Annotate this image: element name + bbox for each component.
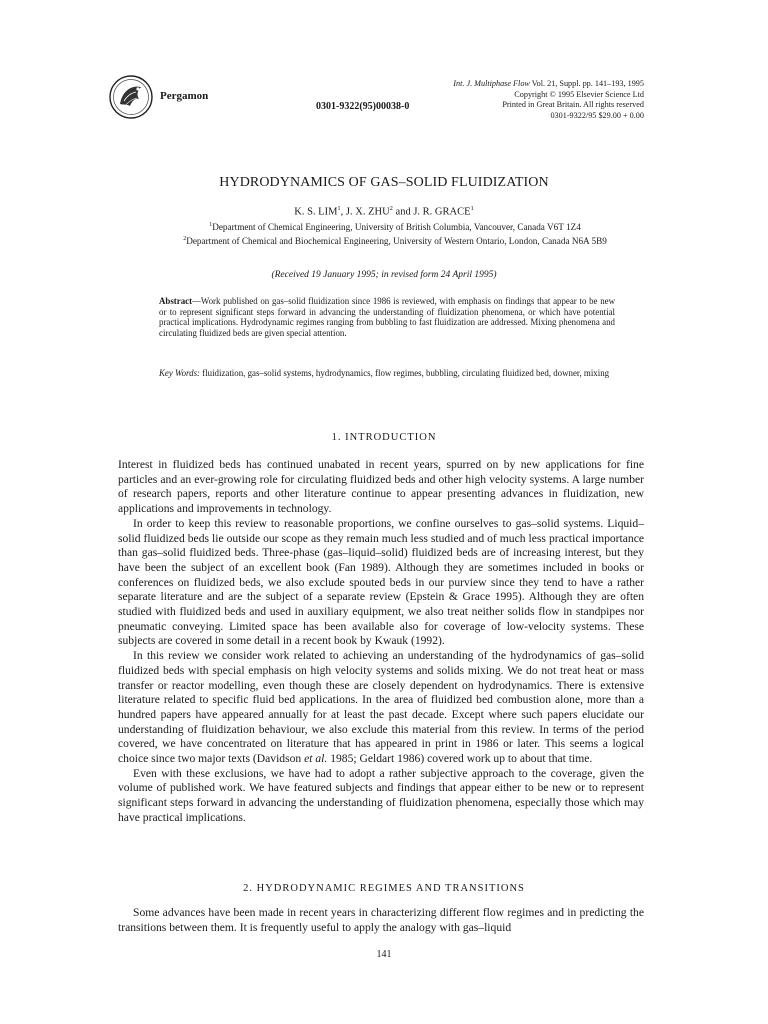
paragraph: Even with these exclusions, we have had to adopt a rather subjective approach to the coverage, given the volume of published work. We have featured subjects and findings that appear either to be new or to represent significant steps forward in advancing the understanding of fluidization phenomena, especially those which may have practical implications. — [118, 766, 644, 824]
affiliation-mark: 2 — [183, 235, 187, 242]
article-title: HYDRODYNAMICS OF GAS–SOLID FLUIDIZATION — [219, 175, 549, 190]
author-affiliation-mark: 1 — [470, 205, 474, 212]
introduction-body — [118, 458, 644, 826]
abstract-label: Abstract — [159, 296, 193, 306]
author-name: and J. R. GRACE — [392, 206, 471, 218]
section-heading-introduction: 1. INTRODUCTION — [331, 432, 437, 443]
copyright-line: Copyright © 1995 Elsevier Science Ltd — [514, 89, 644, 99]
affiliation-2 — [170, 234, 620, 248]
paragraph — [118, 649, 644, 767]
section-heading-regimes: 2. HYDRODYNAMIC REGIMES AND TRANSITIONS — [243, 883, 525, 894]
paragraph-text: In this review we consider work related to achieving an understanding of the hydrodynamics of gas–solid fluidized beds with special emphasis on high velocity systems and solids mixing. We do not treat heat or mass transfer or reactor modelling, even though these are closely dependent on hydrodynamics. There is extensive literature related to specific fluid bed applications. In the area of fluidized bed combustion alone, more than a hundred papers have appeared annually for at least the past decade. Except where such papers elucidate our understanding of fluidization behaviour, we also exclude this material from this review. In terms of the period covered, we have concentrated on literature that has appeared in print in 1986 or later. This seems a logical choice since two major texts (Davidson — [118, 649, 644, 766]
paragraph-text: 1985; Geldart 1986) covered work up to about that time. — [327, 752, 593, 766]
issn-price-line: 0301-9322/95 $29.00 + 0.00 — [550, 110, 644, 120]
paragraph: Some advances have been made in recent years in characterizing different flow regimes and in predicting the transitions between them. It is frequently useful to apply the analogy with gas–liquid — [118, 906, 644, 934]
author-list — [0, 205, 768, 218]
pergamon-logo-icon — [108, 74, 154, 120]
author-affiliation-mark: 2 — [389, 205, 393, 212]
author-name: , J. X. ZHU — [340, 206, 390, 218]
doi-code: 0301-9322(95)00038-0 — [316, 101, 410, 112]
paragraph-italic: et al. — [304, 752, 328, 766]
printed-line: Printed in Great Britain. All rights reserved — [502, 100, 644, 109]
paragraph: In order to keep this review to reasonable proportions, we confine ourselves to gas–solid systems. Liquid–solid fluidized beds lie outside our scope as they remain much less studied and of much less practical importance than gas–solid fluidized beds. Three-phase (gas–liquid–solid) fluidized beds are of increasing interest, but they have been the subject of an excellent book (Fan 1989). Although they are sometimes included in books or conferences on fluidized beds, we also exclude spouted beds in our purview since they tend to have a rather separate literature and are the subject of a separate review (Epstein & Grace 1995). Although they are often studied with fluidized beds and used in auxiliary equipment, we also treat neither solids flow in standpipes nor pneumatic conveying. Limited space has been available also for coverage of low-velocity systems. These subjects are covered in some detail in a recent book by Kwauk (1992). — [118, 516, 644, 648]
journal-info — [453, 79, 644, 121]
affiliations — [170, 220, 620, 247]
keywords — [159, 368, 615, 379]
affiliation-text: Department of Chemical and Biochemical Engineering, University of Western Ontario, London, Canada N6A 5B9 — [186, 235, 607, 246]
author-affiliation-mark: 1 — [337, 205, 341, 212]
abstract — [159, 296, 615, 338]
publisher-name: Pergamon — [160, 90, 209, 102]
received-dates: (Received 19 January 1995; in revised form 24 April 1995) — [271, 270, 497, 280]
keywords-label: Key Words: — [159, 368, 201, 378]
abstract-text: —Work published on gas–solid fluidization since 1986 is reviewed, with emphasis on findings that appear to be new or to represent significant steps forward in advancing the understanding of fluidization phenomena, or which have potential practical implications. Hydrodynamic regimes ranging from bubbling to fast fluidization are addressed. Mixing phenomena and circulating fluidized beds are given special attention. — [159, 296, 615, 338]
page-number: 141 — [376, 949, 392, 960]
paragraph: Interest in fluidized beds has continued unabated in recent years, spurred on by new applications for fine particles and an ever-growing role for circulating fluidized beds and other high velocity systems. A large number of research papers, reports and other literature continue to appear presenting advances in fluidization, new applications and improvements in technology. — [118, 458, 644, 516]
author-name: K. S. LIM — [294, 206, 338, 218]
journal-citation — [453, 79, 644, 90]
journal-volume: Vol. 21, Suppl. pp. 141–193, 1995 — [529, 79, 644, 88]
affiliation-mark: 1 — [209, 222, 213, 228]
keywords-text: fluidization, gas–solid systems, hydrodynamics, flow regimes, bubbling, circulating fluidized bed, downer, mixing — [200, 368, 610, 378]
journal-name: Int. J. Multiphase Flow — [453, 79, 530, 88]
affiliation-text: Department of Chemical Engineering, University of British Columbia, Vancouver, Canada V6T 1Z4 — [212, 222, 581, 233]
regimes-body — [118, 906, 644, 935]
affiliation-1 — [170, 220, 620, 234]
